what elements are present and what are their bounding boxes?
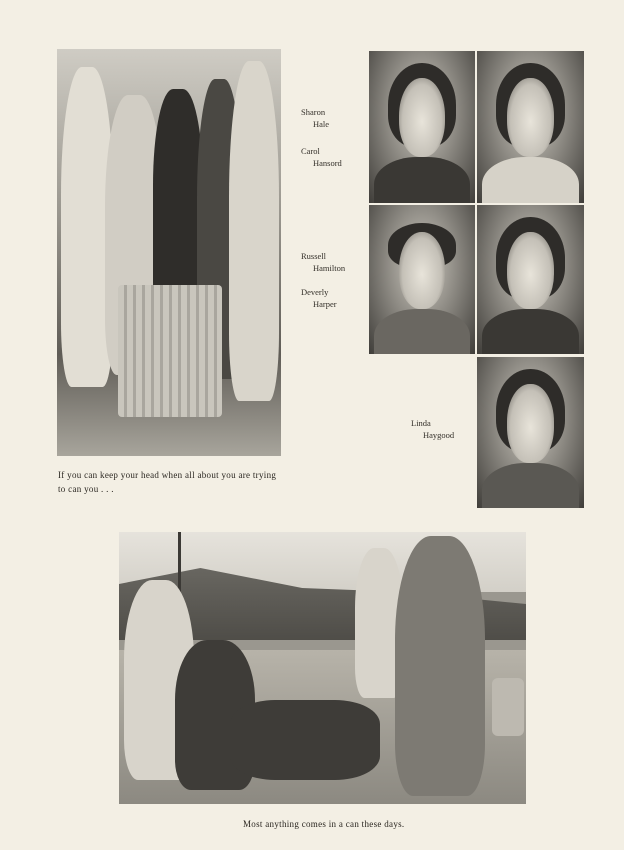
- name-linda-haygood: [411, 417, 454, 441]
- utility-pole: [178, 532, 181, 592]
- name-deverly-harper: [301, 286, 337, 310]
- bottom-photo-caption: Most anything comes in a can these days.: [243, 819, 405, 829]
- last-name: Hamilton: [313, 263, 346, 273]
- name-russell-hamilton: [301, 250, 345, 274]
- first-name: Russell: [301, 251, 327, 261]
- trash-can: [118, 285, 222, 417]
- portrait-sharon-hale: [369, 51, 475, 203]
- first-name: Deverly: [301, 287, 329, 297]
- name-sharon-hale: [301, 106, 329, 130]
- first-name: Carol: [301, 146, 320, 156]
- portrait-carol-hansord: [477, 51, 584, 203]
- last-name: Hale: [313, 119, 330, 129]
- last-name: Hansord: [313, 158, 342, 168]
- first-name: Linda: [411, 418, 431, 428]
- last-name: Haygood: [423, 430, 455, 440]
- name-carol-hansord: [301, 145, 342, 169]
- girl-sweater: [395, 536, 485, 796]
- top-photo-caption: If you can keep your head when all about you are trying to can you . . .: [58, 470, 277, 494]
- girl-on-ground: [230, 700, 380, 780]
- portrait-deverly-harper: [477, 205, 584, 354]
- last-name: Harper: [313, 299, 337, 309]
- first-name: Sharon: [301, 107, 326, 117]
- barrel: [492, 678, 524, 736]
- portrait-linda-haygood: [477, 357, 584, 508]
- portrait-russell-hamilton: [369, 205, 475, 354]
